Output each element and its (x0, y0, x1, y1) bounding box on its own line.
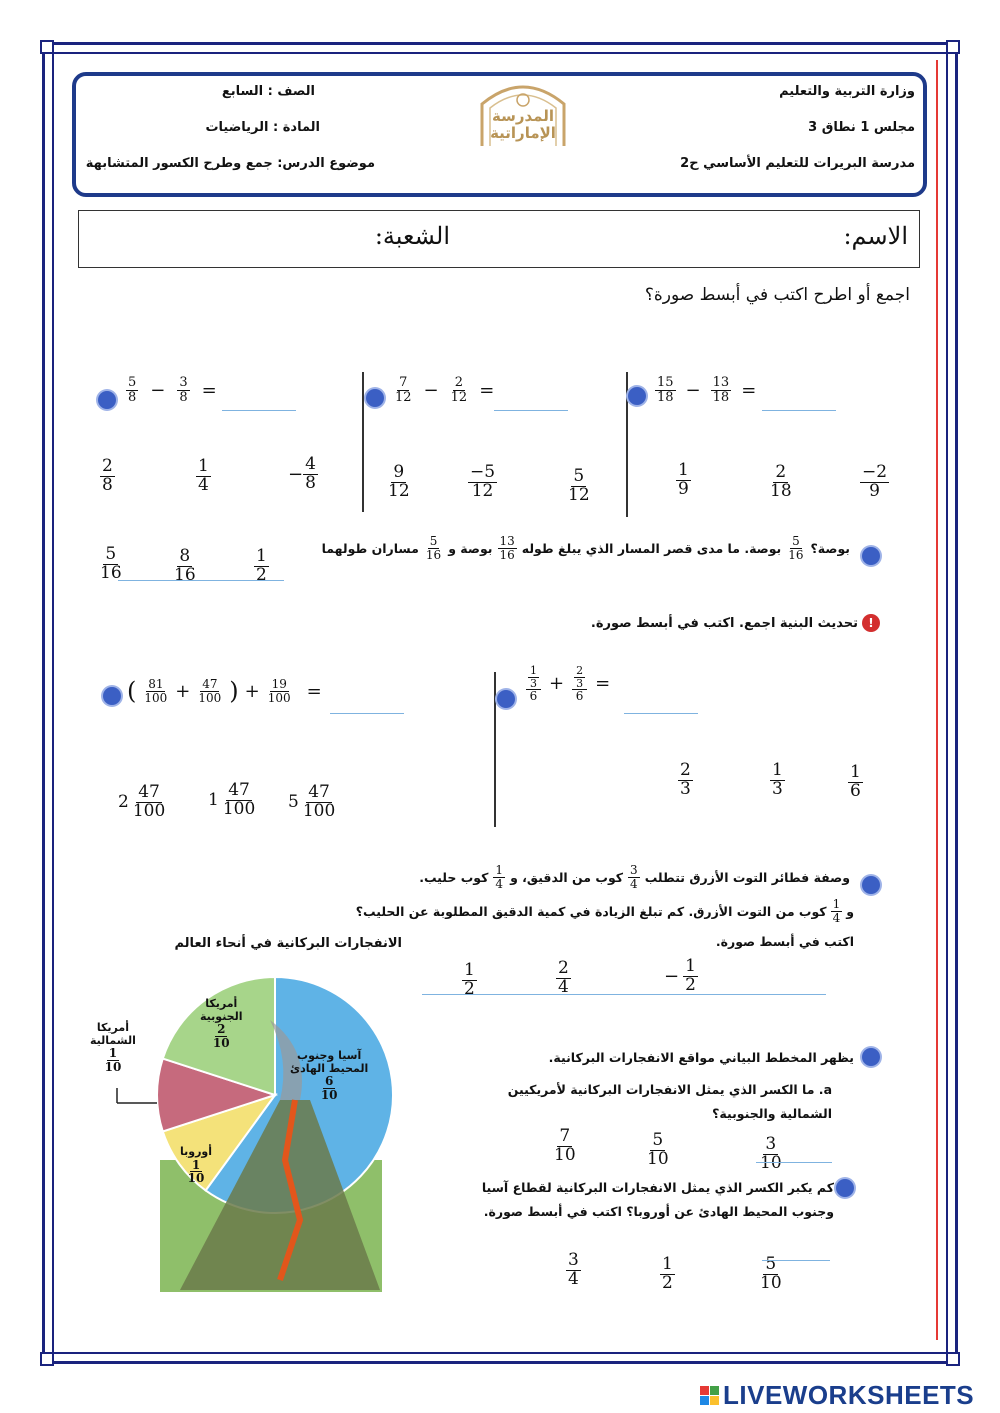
challenge-title: تحديث البنية اجمع. اكتب في أبسط صورة. (590, 616, 858, 631)
q3-expression (655, 376, 756, 404)
fraction: $\frac{5}{8}$ (128, 375, 137, 405)
q4-text: مساران طولهما $\frac{5}{16}$ بوصة و $\frac{13}{16}$ بوصة. ما مدى قصر المسار الذي يبلغ طوله $\frac{5}{16}$ بوصة؟ (321, 534, 850, 562)
minus-sign: − (685, 379, 701, 401)
q8-part-a-cont: الشمالية والجنوبية؟ (712, 1106, 832, 1121)
name-label: الاسم: (843, 222, 908, 250)
q2-expression (393, 376, 494, 404)
slice-label-asia-pacific: آسيا وجنوب المحيط الهادئ $\frac{6}{10}$ (290, 1049, 369, 1102)
answer-blank[interactable] (118, 580, 284, 581)
answer-option[interactable]: − $\frac{4}{8}$ (288, 454, 316, 493)
q8-part-b: كم يكبر الكسر الذي يمثل الانفجارات البركانية لقطاع آسيا (481, 1180, 834, 1195)
answer-option[interactable]: $\frac{1}{2}$ (662, 1254, 673, 1293)
logo-text: LIVEWORKSHEETS (723, 1380, 975, 1410)
q7-line-3: اكتب في أبسط صورة. (715, 934, 854, 949)
fraction: $\frac{7}{12}$ (395, 375, 412, 405)
equals-sign: = (479, 379, 495, 401)
fraction: $\frac{13}{16}$ (499, 534, 515, 562)
fraction: $\frac{13}{18}$ (712, 375, 730, 405)
answer-option[interactable]: 2 $\frac{47}{100}$ (118, 782, 166, 821)
answer-option[interactable]: $\frac{2}{8}$ (102, 456, 113, 495)
question-bullet (103, 687, 121, 705)
question-bullet (862, 547, 880, 565)
fraction: $\frac{47}{100}$ (198, 676, 222, 705)
answer-option[interactable]: $\frac{2}{18}$ (770, 462, 792, 501)
q8-part-b-cont: وجنوب المحيط الهادئ عن أوروبا؟ اكتب في أبسط صورة. (483, 1204, 834, 1219)
answer-option[interactable]: $\frac{1}{6}$ (850, 762, 861, 801)
answer-option[interactable]: $\frac{8}{16}$ (174, 546, 196, 585)
answer-option[interactable]: $\frac{5}{16}$ (100, 544, 122, 583)
liveworksheets-logo[interactable] (700, 1380, 974, 1411)
logo-text: الإماراتية (490, 123, 556, 142)
equals-sign: = (741, 379, 757, 401)
answer-option[interactable]: $\frac{-2}{9}$ (862, 462, 888, 501)
fraction: $\frac{15}{18}$ (657, 375, 674, 405)
minus-sign: − (423, 379, 439, 401)
q8-part-a: a. ما الكسر الذي يمثل الانفجارات البركانية لأمريكيين (507, 1082, 832, 1097)
question-bullet (628, 387, 646, 405)
answer-blank[interactable] (762, 410, 836, 411)
fraction: $\frac{19}{100}$ (267, 676, 291, 705)
school-logo (468, 76, 578, 148)
chart-title: الانفجارات البركانية في أنحاء العالم (174, 936, 402, 951)
complex-fraction: $\frac{\frac{1}{3}}{6}$ (526, 664, 541, 703)
grade-label: الصف : السابع (221, 84, 315, 99)
slice-label-south-america: أمريكا الجنوبية $\frac{2}{10}$ (200, 997, 243, 1050)
instruction: اجمع أو اطرح اكتب في أبسط صورة؟ (644, 285, 910, 305)
answer-option[interactable]: $\frac{3}{10}$ (760, 1134, 782, 1173)
question-bullet (862, 876, 880, 894)
minus-sign: − (150, 379, 166, 401)
answer-option[interactable]: 1 $\frac{47}{100}$ (208, 780, 256, 819)
answer-blank[interactable] (330, 713, 404, 714)
answer-blank[interactable] (494, 410, 568, 411)
answer-option[interactable]: $\frac{5}{10}$ (647, 1130, 669, 1169)
answer-option[interactable]: − $\frac{1}{2}$ (664, 956, 696, 995)
corner-ornament (40, 1352, 54, 1366)
section-label: الشعبة: (374, 222, 450, 250)
q7-line-1: وصفة فطائر التوت الأزرق تتطلب $\frac{3}{4}$ كوب من الدقيق، و $\frac{1}{4}$ كوب حليب. (419, 863, 850, 891)
answer-option[interactable]: $\frac{1}{9}$ (678, 460, 689, 499)
column-divider (494, 672, 496, 827)
answer-option[interactable]: $\frac{1}{2}$ (256, 546, 267, 585)
q5-expression: ( $\frac{81}{100}$ + $\frac{47}{100}$ ) + $\frac{19}{100}$ = (127, 676, 322, 705)
answer-option[interactable]: $\frac{1}{2}$ (464, 960, 475, 999)
lesson-title: موضوع الدرس: جمع وطرح الكسور المتشابهة (85, 156, 375, 171)
answer-blank[interactable] (624, 713, 698, 714)
school-name: مدرسة البريرات للتعليم الأساسي ح2 (680, 156, 915, 171)
fraction: $\frac{1}{4}$ (832, 897, 841, 925)
fraction: $\frac{1}{4}$ (495, 863, 504, 891)
corner-ornament (946, 40, 960, 54)
answer-blank[interactable] (422, 994, 826, 995)
subject-label: المادة : الرياضيات (205, 120, 320, 135)
slice-label-north-america: أمريكا الشمالية $\frac{1}{10}$ (90, 1021, 136, 1074)
q7-line-2: و $\frac{1}{4}$ كوب من التوت الأزرق. كم تبلغ الزيادة في كمية الدقيق المطلوبة عن الحليب؟ (355, 897, 854, 925)
ministry-name: وزارة التربية والتعليم (779, 84, 915, 99)
fraction: $\frac{3}{8}$ (179, 375, 188, 405)
answer-option[interactable]: $\frac{3}{4}$ (568, 1250, 579, 1289)
q8-intro: يظهر المخطط البياني مواقع الانفجارات البركانية. (548, 1050, 854, 1065)
answer-option[interactable]: $\frac{1}{4}$ (198, 456, 209, 495)
corner-ornament (946, 1352, 960, 1366)
answer-blank[interactable] (756, 1162, 832, 1163)
council-name: مجلس 1 نطاق 3 (808, 120, 915, 135)
student-info-box (78, 210, 920, 268)
complex-fraction: $\frac{\frac{2}{3}}{6}$ (572, 664, 587, 703)
answer-option[interactable]: $\frac{2}{3}$ (680, 760, 691, 799)
slice-label-europe: أوروبا $\frac{1}{10}$ (180, 1145, 213, 1186)
answer-option[interactable]: 5 $\frac{47}{100}$ (288, 782, 336, 821)
question-bullet (497, 690, 515, 708)
logo-grid-icon (700, 1386, 719, 1405)
column-divider (362, 372, 364, 512)
answer-option[interactable]: $\frac{2}{4}$ (558, 958, 569, 997)
question-bullet (366, 389, 384, 407)
margin-line (936, 60, 938, 1340)
fraction: $\frac{5}{16}$ (425, 534, 442, 562)
q1-expression (126, 376, 217, 404)
fraction: $\frac{81}{100}$ (144, 676, 168, 705)
question-bullet (836, 1179, 854, 1197)
fraction: $\frac{3}{4}$ (630, 863, 638, 891)
answer-blank[interactable] (222, 410, 296, 411)
answer-option[interactable]: $\frac{7}{10}$ (554, 1126, 576, 1165)
answer-blank[interactable] (762, 1260, 830, 1261)
answer-option[interactable]: $\frac{5}{12}$ (568, 466, 590, 505)
challenge-badge-icon: ! (862, 614, 880, 632)
answer-option[interactable]: $\frac{1}{3}$ (772, 760, 783, 799)
fraction: $\frac{5}{16}$ (788, 534, 804, 562)
q6-expression: $\frac{\frac{1}{3}}{6}$ + $\frac{\frac{2}{3}}{6}$ = (526, 664, 610, 703)
answer-option[interactable]: $\frac{-5}{12}$ (470, 462, 496, 501)
question-bullet (98, 391, 116, 409)
answer-option[interactable]: $\frac{5}{10}$ (760, 1254, 782, 1293)
equals-sign: = (201, 379, 217, 401)
question-bullet (862, 1048, 880, 1066)
answer-option[interactable]: $\frac{9}{12}$ (388, 462, 410, 501)
fraction: $\frac{2}{12}$ (450, 375, 468, 405)
corner-ornament (40, 40, 54, 54)
logo-text: المدرسة (492, 107, 554, 125)
